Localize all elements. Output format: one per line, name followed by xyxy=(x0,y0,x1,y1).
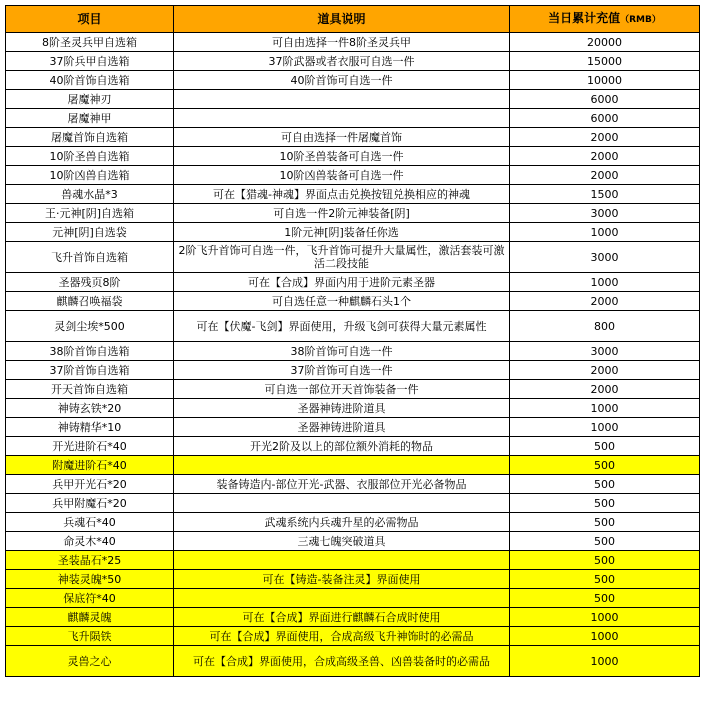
cell-description: 1阶元神[阴]装备任你选 xyxy=(174,223,510,242)
table-row xyxy=(6,71,700,90)
cell-recharge-value: 2000 xyxy=(510,128,700,147)
cell-item: 圣器残页8阶 xyxy=(6,273,174,292)
header-item: 项目 xyxy=(6,6,174,33)
cell-item: 保底符*40 xyxy=(6,589,174,608)
cell-description: 圣器神铸进阶道具 xyxy=(174,399,510,418)
cell-recharge-value: 1500 xyxy=(510,185,700,204)
cell-description: 可自由选择一件屠魔首饰 xyxy=(174,128,510,147)
cell-description: 武魂系统内兵魂升星的必需物品 xyxy=(174,513,510,532)
cell-recharge-value: 10000 xyxy=(510,71,700,90)
cell-recharge-value: 3000 xyxy=(510,342,700,361)
cell-recharge-value: 3000 xyxy=(510,242,700,273)
cell-description: 可在【合成】界面使用，合成高级圣兽、凶兽装备时的必需品 xyxy=(174,646,510,677)
cell-recharge-value: 1000 xyxy=(510,418,700,437)
cell-recharge-value: 2000 xyxy=(510,361,700,380)
cell-item: 王·元神[阴]自选箱 xyxy=(6,204,174,223)
cell-recharge-value: 1000 xyxy=(510,399,700,418)
table-row xyxy=(6,551,700,570)
cell-description: 可自选一件2阶元神装备[阴] xyxy=(174,204,510,223)
cell-item: 37阶首饰自选箱 xyxy=(6,361,174,380)
table-row xyxy=(6,532,700,551)
table-row xyxy=(6,494,700,513)
table-row xyxy=(6,185,700,204)
cell-description: 可在【伏魔-飞剑】界面使用，升级飞剑可获得大量元素属性 xyxy=(174,311,510,342)
cell-item: 10阶凶兽自选箱 xyxy=(6,166,174,185)
table-row xyxy=(6,361,700,380)
cell-description xyxy=(174,589,510,608)
cell-description: 可在【猎魂-神魂】界面点击兑换按钮兑换相应的神魂 xyxy=(174,185,510,204)
cell-description: 可自由选择一件8阶圣灵兵甲 xyxy=(174,33,510,52)
cell-recharge-value: 500 xyxy=(510,494,700,513)
cell-item: 麒麟灵魄 xyxy=(6,608,174,627)
table-row xyxy=(6,147,700,166)
header-row xyxy=(6,6,700,33)
table-row xyxy=(6,437,700,456)
cell-recharge-value: 500 xyxy=(510,475,700,494)
cell-item: 神铸精华*10 xyxy=(6,418,174,437)
cell-description: 可在【合成】界面内用于进阶元素圣器 xyxy=(174,273,510,292)
cell-item: 兵甲附魔石*20 xyxy=(6,494,174,513)
cell-item: 兽魂水晶*3 xyxy=(6,185,174,204)
cell-description: 可自选一部位开天首饰装备一件 xyxy=(174,380,510,399)
cell-item: 38阶首饰自选箱 xyxy=(6,342,174,361)
cell-recharge-value: 2000 xyxy=(510,292,700,311)
cell-item: 屠魔首饰自选箱 xyxy=(6,128,174,147)
cell-item: 附魔进阶石*40 xyxy=(6,456,174,475)
cell-recharge-value: 500 xyxy=(510,589,700,608)
cell-item: 圣装晶石*25 xyxy=(6,551,174,570)
cell-item: 灵兽之心 xyxy=(6,646,174,677)
cell-recharge-value: 500 xyxy=(510,532,700,551)
cell-item: 命灵木*40 xyxy=(6,532,174,551)
cell-description xyxy=(174,494,510,513)
table-row xyxy=(6,109,700,128)
cell-recharge-value: 2000 xyxy=(510,147,700,166)
table-row xyxy=(6,456,700,475)
cell-description xyxy=(174,456,510,475)
cell-description: 2阶飞升首饰可自选一件，飞升首饰可提升大量属性，激活套装可激活二段技能 xyxy=(174,242,510,273)
table-body xyxy=(6,33,700,677)
header-recharge-label: 当日累计充值 xyxy=(548,10,621,25)
cell-item: 神铸玄铁*20 xyxy=(6,399,174,418)
cell-description: 10阶凶兽装备可自选一件 xyxy=(174,166,510,185)
cell-description xyxy=(174,90,510,109)
table-row xyxy=(6,90,700,109)
cell-item: 屠魔神刃 xyxy=(6,90,174,109)
cell-recharge-value: 500 xyxy=(510,513,700,532)
cell-recharge-value: 20000 xyxy=(510,33,700,52)
cell-item: 8阶圣灵兵甲自选箱 xyxy=(6,33,174,52)
cell-recharge-value: 500 xyxy=(510,456,700,475)
header-recharge-unit: （RMB） xyxy=(620,14,661,25)
table-row xyxy=(6,128,700,147)
table-row xyxy=(6,33,700,52)
cell-item: 元神[阴]自选袋 xyxy=(6,223,174,242)
cell-recharge-value: 2000 xyxy=(510,380,700,399)
cell-item: 屠魔神甲 xyxy=(6,109,174,128)
cell-description: 圣器神铸进阶道具 xyxy=(174,418,510,437)
table-row xyxy=(6,242,700,273)
cell-description: 可在【合成】界面使用，合成高级飞升神饰时的必需品 xyxy=(174,627,510,646)
cell-description: 37阶首饰可自选一件 xyxy=(174,361,510,380)
cell-item: 40阶首饰自选箱 xyxy=(6,71,174,90)
table-row xyxy=(6,418,700,437)
table-row xyxy=(6,342,700,361)
table-row xyxy=(6,52,700,71)
cell-item: 麒麟召唤福袋 xyxy=(6,292,174,311)
cell-recharge-value: 1000 xyxy=(510,273,700,292)
cell-description: 三魂七魄突破道具 xyxy=(174,532,510,551)
header-description: 道具说明 xyxy=(174,6,510,33)
cell-description: 10阶圣兽装备可自选一件 xyxy=(174,147,510,166)
cell-recharge-value: 1000 xyxy=(510,627,700,646)
cell-description: 可在【铸造-装备注灵】界面使用 xyxy=(174,570,510,589)
cell-description: 38阶首饰可自选一件 xyxy=(174,342,510,361)
cell-item: 飞升首饰自选箱 xyxy=(6,242,174,273)
table-row xyxy=(6,646,700,677)
cell-item: 灵剑尘埃*500 xyxy=(6,311,174,342)
cell-recharge-value: 500 xyxy=(510,551,700,570)
cell-item: 37阶兵甲自选箱 xyxy=(6,52,174,71)
table-row xyxy=(6,166,700,185)
cell-item: 10阶圣兽自选箱 xyxy=(6,147,174,166)
table-row xyxy=(6,608,700,627)
table-row xyxy=(6,589,700,608)
cell-description: 开光2阶及以上的部位额外消耗的物品 xyxy=(174,437,510,456)
cell-recharge-value: 6000 xyxy=(510,109,700,128)
table-row xyxy=(6,204,700,223)
table-row xyxy=(6,292,700,311)
cell-item: 开天首饰自选箱 xyxy=(6,380,174,399)
cell-description xyxy=(174,551,510,570)
cell-recharge-value: 500 xyxy=(510,570,700,589)
cell-recharge-value: 800 xyxy=(510,311,700,342)
table-row xyxy=(6,273,700,292)
cell-description: 可自选任意一种麒麟石头1个 xyxy=(174,292,510,311)
cell-description: 可在【合成】界面进行麒麟石合成时使用 xyxy=(174,608,510,627)
cell-description: 40阶首饰可自选一件 xyxy=(174,71,510,90)
cell-recharge-value: 15000 xyxy=(510,52,700,71)
cell-item: 神装灵魄*50 xyxy=(6,570,174,589)
cell-item: 开光进阶石*40 xyxy=(6,437,174,456)
cell-recharge-value: 1000 xyxy=(510,646,700,677)
cell-item: 兵魂石*40 xyxy=(6,513,174,532)
cell-recharge-value: 3000 xyxy=(510,204,700,223)
cell-recharge-value: 1000 xyxy=(510,223,700,242)
cell-description: 37阶武器或者衣服可自选一件 xyxy=(174,52,510,71)
reward-table xyxy=(5,5,700,677)
table-row xyxy=(6,475,700,494)
table-row xyxy=(6,380,700,399)
cell-recharge-value: 2000 xyxy=(510,166,700,185)
table-row xyxy=(6,223,700,242)
cell-item: 兵甲开光石*20 xyxy=(6,475,174,494)
table-row xyxy=(6,627,700,646)
header-recharge xyxy=(510,6,700,33)
cell-item: 飞升陨铁 xyxy=(6,627,174,646)
table-row xyxy=(6,513,700,532)
cell-description: 装备铸造内-部位开光-武器、衣服部位开光必备物品 xyxy=(174,475,510,494)
table-row xyxy=(6,311,700,342)
cell-recharge-value: 500 xyxy=(510,437,700,456)
table-row xyxy=(6,399,700,418)
cell-description xyxy=(174,109,510,128)
cell-recharge-value: 1000 xyxy=(510,608,700,627)
cell-recharge-value: 6000 xyxy=(510,90,700,109)
table-row xyxy=(6,570,700,589)
